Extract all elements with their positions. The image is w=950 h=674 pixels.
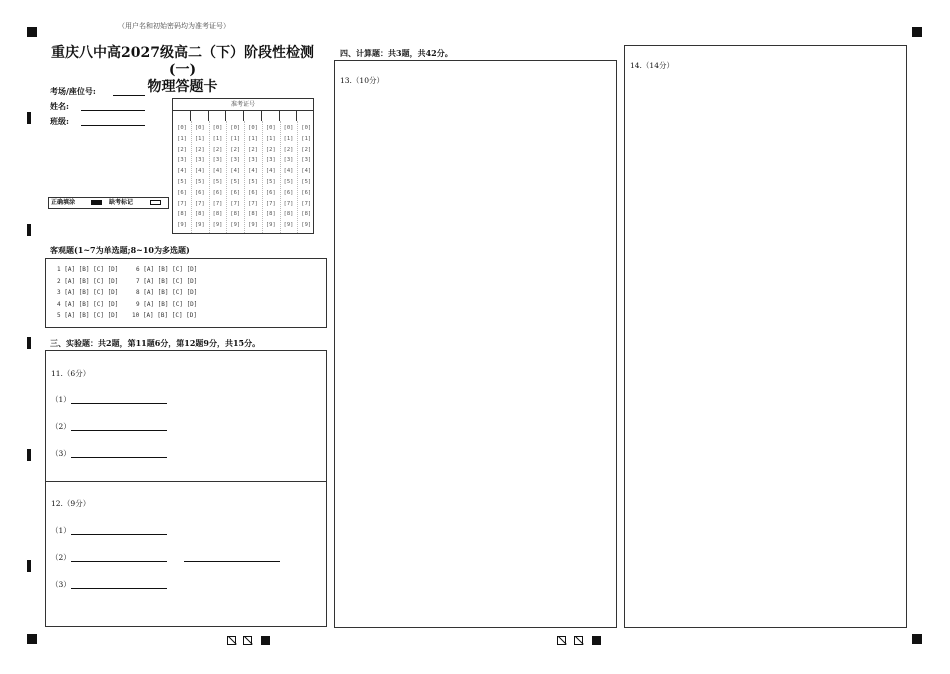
exam-digit-bubble[interactable]: [0] bbox=[283, 125, 294, 131]
q14-label: 14.（14分） bbox=[630, 61, 674, 70]
exam-digit-bubble[interactable]: [3] bbox=[283, 157, 294, 164]
exam-digit-bubble[interactable]: [7] bbox=[212, 200, 223, 207]
exam-digit-bubble[interactable]: [9] bbox=[212, 222, 223, 229]
exam-digit-bubble[interactable]: [5] bbox=[265, 179, 276, 185]
q11-part-2-line[interactable] bbox=[71, 430, 167, 431]
exam-digit-bubble[interactable]: [2] bbox=[283, 146, 294, 153]
exam-digit-bubble[interactable]: [6] bbox=[283, 189, 294, 196]
corner-mark-bottom-right bbox=[912, 634, 922, 644]
exam-digit-bubble[interactable]: [2] bbox=[265, 146, 276, 153]
exam-digit-bubble[interactable]: [2] bbox=[230, 146, 241, 153]
exam-digit-bubble[interactable]: [1] bbox=[301, 135, 312, 142]
exam-digit-bubble[interactable]: [5] bbox=[283, 179, 294, 185]
absent-mark-box[interactable] bbox=[150, 200, 161, 205]
q13-label: 13.（10分） bbox=[340, 76, 384, 85]
exam-digit-bubble[interactable]: [4] bbox=[265, 168, 276, 175]
exam-digit-bubble[interactable]: [7] bbox=[177, 200, 187, 207]
q11-part-1-line[interactable] bbox=[71, 403, 167, 404]
q12-part-1-line[interactable] bbox=[71, 534, 167, 535]
exam-digit-bubble[interactable]: [7] bbox=[283, 200, 294, 207]
objective-row-5[interactable]: 5 [A] [B] [C] [D] bbox=[57, 312, 119, 319]
exam-digit-bubble[interactable]: [1] bbox=[283, 135, 294, 142]
q12-part-3-line[interactable] bbox=[71, 588, 167, 589]
exam-digit-bubble[interactable]: [1] bbox=[194, 135, 205, 142]
exam-digit-bubble[interactable]: [8] bbox=[177, 211, 187, 218]
exam-digit-bubble[interactable]: [8] bbox=[301, 211, 312, 218]
q12-answer-box bbox=[45, 481, 327, 627]
exam-digit-bubble[interactable]: [4] bbox=[248, 168, 258, 175]
q12-part-1-label: （1） bbox=[51, 526, 71, 535]
exam-digit-bubble[interactable]: [1] bbox=[212, 135, 223, 142]
class-label: 班级: bbox=[50, 116, 69, 126]
q11-label: 11.（6分） bbox=[51, 369, 91, 378]
exam-digit-bubble[interactable]: [3] bbox=[212, 157, 223, 164]
q12-part-3-label: （3） bbox=[51, 580, 71, 589]
exam-number-grid bbox=[172, 98, 314, 234]
page-code-mark bbox=[243, 636, 252, 645]
exam-digit-bubble[interactable]: [9] bbox=[230, 222, 241, 229]
exam-digit-bubble[interactable]: [1] bbox=[265, 135, 276, 142]
exam-digit-write-box[interactable] bbox=[173, 110, 191, 121]
exam-digit-bubble[interactable]: [5] bbox=[248, 179, 258, 185]
exam-digit-bubble[interactable]: [6] bbox=[265, 189, 276, 196]
page-code-mark bbox=[261, 636, 270, 645]
q11-answer-box bbox=[45, 350, 327, 482]
exam-digit-bubble[interactable]: [8] bbox=[230, 211, 241, 218]
exam-digit-bubble[interactable]: [2] bbox=[194, 146, 205, 153]
exam-digit-bubble[interactable]: [9] bbox=[248, 222, 258, 229]
exam-digit-write-box[interactable] bbox=[226, 110, 244, 121]
q11-part-3-label: （3） bbox=[51, 449, 71, 458]
exam-digit-bubble[interactable]: [3] bbox=[177, 157, 187, 164]
exam-digit-bubble[interactable]: [8] bbox=[194, 211, 205, 218]
class-field[interactable] bbox=[81, 125, 145, 126]
exam-digit-bubble[interactable]: [3] bbox=[265, 157, 276, 164]
seat-field[interactable] bbox=[113, 95, 145, 96]
exam-digit-bubble[interactable]: [0] bbox=[301, 125, 312, 131]
objective-row-7[interactable]: 7 [A] [B] [C] [D] bbox=[136, 277, 198, 285]
q14-answer-box[interactable] bbox=[624, 45, 907, 628]
objective-row-1[interactable]: 1 [A] [B] [C] [D] bbox=[57, 266, 119, 273]
q12-part-2-label: （2） bbox=[51, 553, 71, 562]
exam-digit-bubble[interactable]: [6] bbox=[177, 189, 187, 196]
objective-row-3[interactable]: 3 [A] [B] [C] [D] bbox=[57, 289, 119, 296]
corner-mark-top-left bbox=[27, 27, 37, 37]
exam-digit-bubble[interactable]: [6] bbox=[212, 189, 223, 196]
objective-row-6[interactable]: 6 [A] [B] [C] [D] bbox=[136, 266, 198, 273]
page-code-mark bbox=[227, 636, 236, 645]
exam-digit-bubble[interactable]: [0] bbox=[248, 125, 258, 131]
exam-digit-bubble[interactable]: [4] bbox=[194, 168, 205, 175]
side-mark-3 bbox=[27, 337, 31, 349]
exam-digit-bubble[interactable]: [4] bbox=[230, 168, 241, 175]
calculation-title: 四、计算题：共3题，共42分。 bbox=[340, 48, 453, 58]
exam-digit-bubble[interactable]: [0] bbox=[194, 125, 205, 131]
exam-number-header: 准考证号 bbox=[173, 99, 313, 111]
exam-digit-bubble[interactable]: [3] bbox=[194, 157, 205, 164]
exam-digit-bubble[interactable]: [6] bbox=[301, 189, 312, 196]
q12-label: 12.（9分） bbox=[51, 499, 91, 508]
exam-digit-bubble[interactable]: [2] bbox=[248, 146, 258, 153]
exam-digit-bubble[interactable]: [0] bbox=[212, 125, 223, 131]
q11-part-2-label: （2） bbox=[51, 422, 71, 431]
name-label: 姓名: bbox=[50, 101, 69, 111]
q12-part-2-line-b[interactable] bbox=[184, 561, 280, 562]
absent-mark-label: 缺考标记 bbox=[109, 199, 134, 206]
title-line-2: 物理答题卡 bbox=[147, 79, 218, 95]
exam-digit-bubble[interactable]: [9] bbox=[301, 222, 312, 229]
q11-part-3-line[interactable] bbox=[71, 457, 167, 458]
exam-digit-bubble[interactable]: [0] bbox=[230, 125, 241, 131]
exam-digit-bubble[interactable]: [2] bbox=[177, 146, 187, 153]
exam-digit-write-box[interactable] bbox=[244, 110, 262, 121]
exam-digit-bubble[interactable]: [4] bbox=[212, 168, 223, 175]
objective-row-2[interactable]: 2 [A] [B] [C] [D] bbox=[57, 277, 119, 285]
side-mark-5 bbox=[27, 560, 31, 572]
side-mark-1 bbox=[27, 112, 31, 124]
exam-digit-bubble[interactable]: [8] bbox=[212, 211, 223, 218]
side-mark-2 bbox=[27, 224, 31, 236]
exam-digit-bubble[interactable]: [7] bbox=[301, 200, 312, 207]
objective-answer-box bbox=[45, 258, 327, 328]
exam-digit-bubble[interactable]: [1] bbox=[248, 135, 258, 142]
page-code-mark bbox=[574, 636, 583, 645]
exam-digit-bubble[interactable]: [6] bbox=[248, 189, 258, 196]
name-field[interactable] bbox=[81, 110, 145, 111]
exam-digit-bubble[interactable]: [5] bbox=[230, 179, 241, 185]
exam-digit-bubble[interactable]: [8] bbox=[265, 211, 276, 218]
corner-mark-bottom-left bbox=[27, 634, 37, 644]
correct-fill-label: 正确填涂 bbox=[51, 199, 76, 206]
exam-digit-bubble[interactable]: [2] bbox=[301, 146, 312, 153]
exam-digit-bubble[interactable]: [7] bbox=[230, 200, 241, 207]
exam-digit-write-box[interactable] bbox=[209, 110, 227, 121]
q11-part-1-label: （1） bbox=[51, 395, 71, 404]
exam-digit-bubble[interactable]: [8] bbox=[283, 211, 294, 218]
experiment-title: 三、实验题：共2题，第11题6分，第12题9分，共15分。 bbox=[50, 338, 261, 348]
exam-digit-bubble[interactable]: [1] bbox=[177, 135, 187, 142]
exam-digit-bubble[interactable]: [9] bbox=[194, 222, 205, 229]
exam-digit-bubble[interactable]: [5] bbox=[301, 179, 312, 185]
objective-row-9[interactable]: 9 [A] [B] [C] [D] bbox=[136, 300, 198, 308]
exam-digit-write-box[interactable] bbox=[262, 110, 280, 121]
objective-row-4[interactable]: 4 [A] [B] [C] [D] bbox=[57, 300, 119, 308]
exam-digit-bubble[interactable]: [5] bbox=[177, 179, 187, 185]
exam-digit-bubble[interactable]: [5] bbox=[194, 179, 205, 185]
objective-title: 客观题(1~7为单选题;8~10为多选题) bbox=[50, 245, 190, 255]
q12-part-2-line-a[interactable] bbox=[71, 561, 167, 562]
exam-digit-bubble[interactable]: [4] bbox=[283, 168, 294, 175]
exam-digit-write-box[interactable] bbox=[191, 110, 209, 121]
password-note: （用户名和初始密码均为准考证号） bbox=[118, 22, 230, 30]
title-line-1: 重庆八中高2027级高二（下）阶段性检测(一) bbox=[51, 45, 314, 78]
exam-digit-bubble[interactable]: [7] bbox=[248, 200, 258, 207]
exam-digit-bubble[interactable]: [3] bbox=[248, 157, 258, 164]
exam-digit-bubble[interactable]: [5] bbox=[212, 179, 223, 185]
exam-digit-bubble[interactable]: [1] bbox=[230, 135, 241, 142]
exam-digit-write-box[interactable] bbox=[297, 110, 315, 121]
seat-label: 考场/座位号: bbox=[50, 86, 96, 96]
corner-mark-top-right bbox=[912, 27, 922, 37]
exam-digit-bubble[interactable]: [7] bbox=[265, 200, 276, 207]
exam-digit-bubble[interactable]: [4] bbox=[177, 168, 187, 175]
side-mark-4 bbox=[27, 449, 31, 461]
exam-digit-bubble[interactable]: [3] bbox=[301, 157, 312, 164]
exam-digit-bubble[interactable]: [8] bbox=[248, 211, 258, 218]
exam-digit-bubble[interactable]: [4] bbox=[301, 168, 312, 175]
exam-digit-bubble[interactable]: [3] bbox=[230, 157, 241, 164]
fill-legend bbox=[48, 197, 169, 209]
objective-row-10[interactable]: 10 [A] [B] [C] [D] bbox=[132, 312, 198, 319]
correct-fill-sample bbox=[91, 200, 102, 205]
page-code-mark bbox=[557, 636, 566, 645]
exam-digit-bubble[interactable]: [9] bbox=[265, 222, 276, 229]
exam-digit-write-box[interactable] bbox=[280, 110, 298, 121]
exam-digit-bubble[interactable]: [2] bbox=[212, 146, 223, 153]
page-code-mark bbox=[592, 636, 601, 645]
exam-digit-bubble[interactable]: [6] bbox=[230, 189, 241, 196]
exam-digit-bubble[interactable]: [6] bbox=[194, 189, 205, 196]
exam-digit-bubble[interactable]: [9] bbox=[283, 222, 294, 229]
exam-digit-bubble[interactable]: [7] bbox=[194, 200, 205, 207]
q13-answer-box[interactable] bbox=[334, 60, 617, 628]
exam-digit-bubble[interactable]: [9] bbox=[177, 222, 187, 229]
objective-row-8[interactable]: 8 [A] [B] [C] [D] bbox=[136, 289, 198, 296]
exam-digit-bubble[interactable]: [0] bbox=[265, 125, 276, 131]
exam-digit-bubble[interactable]: [0] bbox=[177, 125, 187, 131]
